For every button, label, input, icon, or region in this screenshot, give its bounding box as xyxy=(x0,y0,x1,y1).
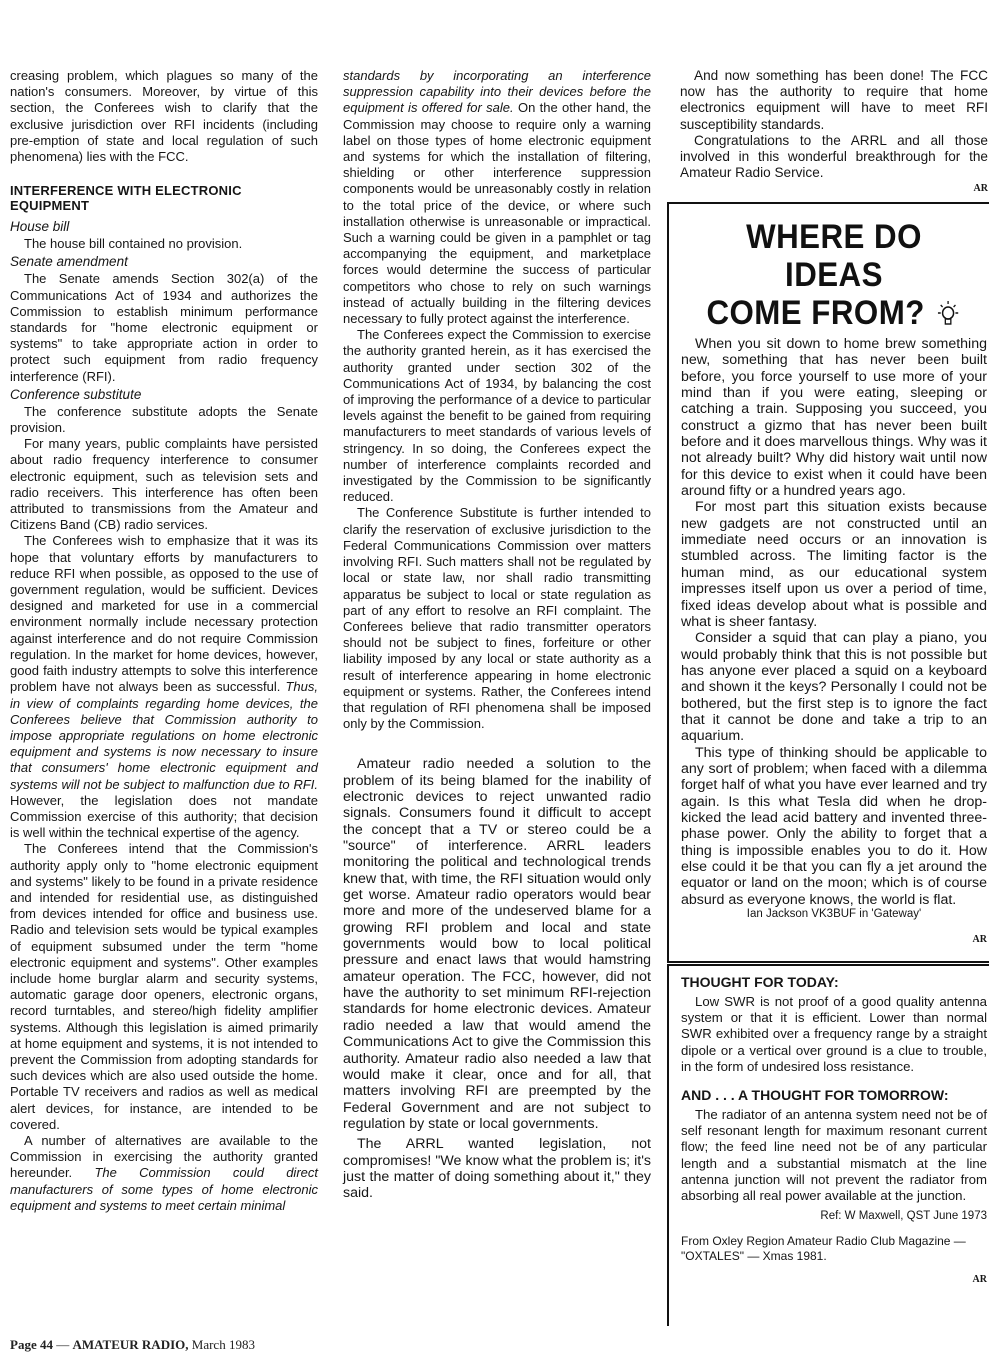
paragraph: The Conference Substitute is further intended to clarify the reservation of exclusive jurisdiction to the Federal Communications Commission over matters involving RFI. Such matters shall not be regulated by local or state law, nor shall radio transmitting apparatus be subject to local or state regulation as part of any effort to resolve an RFI complaint. The Conferees believe that radio transmitter operators should not be subject to fines, forfeiture or other liability imposed by any local or state authority as a result of interference appearing in home electronic equipment or systems. Rather, the Conferees intend that regulation of RFI phenomena shall be imposed only by the Commission. xyxy=(343,505,651,732)
paragraph: The Conferees intend that the Commission's authority apply only to "home electronic equipment and systems" likely to be found in a private residence and intended for residential use, as distinguished from devices intended for office and business use. Radio and television sets would be typical examples of equipment subsumed under the term "home electronic equipment and systems". Other examples include home burglar alarm and security systems, automatic garage door openers, electronic organs, record turntables, and stereo/high fidelity amplifier systems. Although this legislation is aimed primarily at home equipment and systems, it is not intended to prevent the Commission from adopting standards for such devices which are also used outside the home. Portable TV receivers and radios as well as medical alert devices, for instance, are intended to be covered. xyxy=(10,841,318,1132)
magazine-name: AMATEUR RADIO, xyxy=(72,1337,189,1352)
paragraph-text: A number of alternatives are available to the Commission in exercising the authority granted hereunder. xyxy=(10,1132,318,1181)
italic-text: Thus, in view of complaints regarding home devices, the Conferees believe that Commission authority to impose appropriate regulations on home electronic equipment and systems is now necessary to insure that consumers' home electronic equipment and systems will not be subject to malfunction due to RFI. xyxy=(10,679,318,792)
subheading: Conference substitute xyxy=(10,386,142,402)
paragraph: The conference substitute adopts the Senate provision. xyxy=(10,403,318,436)
end-mark: AR xyxy=(972,1274,987,1286)
paragraph: For most part this situation exists because new gadgets are not constructed until an immediate need occurs or an innovation is stumbled across. The limiting factor is the human mind, as our educational system impresses itself upon us over a period of time, fixed ideas develop about what is possible and what is sheer fantasy. xyxy=(681,499,987,630)
paragraph: The radiator of an antenna system need not be of self resonant length for maximum resonant current flow; the feed line need not be of any particular length and a substantial mismatch at the line antenna junction will not prevent the radiator from absorbing all real power available at the junction. xyxy=(681,1107,987,1204)
end-mark: AR xyxy=(972,934,987,946)
paragraph: When you sit down to home brew something new, something that has never been built before, you force yourself to use more of your mind than if you were eating, sleeping or catching a train. Supposing you succeed, you construct a gizmo that has never been built before and it does marvellous things. Why was it not already built? Why did history wait until now for this device to exist when it could have been around fifty or a hundred years ago. xyxy=(681,336,987,500)
thought-tomorrow-heading: AND . . . A THOUGHT FOR TOMORROW: xyxy=(681,1087,949,1104)
paragraph: Consider a squid that can play a piano, you would probably think that this is not possible but has anyone ever placed a squid on a keyboard and shown it the keys? Personally I could not be bothered, but the first step is to ignore the fact that it cannot be done and take a trip to an aquarium. xyxy=(681,630,987,745)
page-footer xyxy=(10,1337,255,1353)
paragraph: The house bill contained no provision. xyxy=(24,236,243,252)
paragraph: This type of thinking should be applicable to any sort of problem; when faced with a dilemma forget half of what you have ever learned and try again. Is this what Tesla did when he drop-kicked the lead acid battery and invented three-phase power. Only the ability to forget that a thing is impossible enables you to do it. How else could it be that you can fly a jet around the equator or land on the moon; which is of course absurd as everyone knows, the world is flat. xyxy=(681,744,987,908)
column-1 xyxy=(10,68,318,1214)
subheading: Senate amendment xyxy=(10,254,128,270)
paragraph: The Conferees expect the Commission to exercise the authority granted herein, as it has exercised the authority granted under section 302 of the Communications Act of 1934, by balancing the cost of improving the performance of a device to particular levels against the benefit to be gained from requiring manufacturers to meet standards of various levels of stringency. In so doing, the Conferees expect the number of interference complaints recorded and investigated by the Commission to be significantly reduced. xyxy=(343,327,651,505)
ideas-title-line1: WHERE DO IDEAS xyxy=(746,218,922,294)
thought-source: From Oxley Region Amateur Radio Club Magazine — "OXTALES" — Xmas 1981. xyxy=(681,1234,966,1264)
paragraph: creasing problem, which plagues so many of the nation's consumers. Moreover, by virtue of this section, the Conferees wish to clarify that the exclusive jurisdiction over RFI incidents (including pre-emption of state and local regulation of such phenomena) lies with the FCC. xyxy=(10,68,318,165)
paragraph: For many years, public complaints have persisted about radio frequency interference to consumer electronic equipment, such as television sets and radio receivers. This interference has often been attributed to transmissions from the Amateur and Citizens Band (CB) radio services. xyxy=(10,436,318,533)
page-number: Page 44 xyxy=(10,1337,53,1352)
paragraph-text: On the other hand, the Commission may choose to require only a warning label on those types of home electronic equipment and systems for which the installation of filtering, shielding or other interference suppression components would be unreasonably costly in relation to the total price of the device, or where such installation otherwise is unreasonable or impractical. Such a warning could be given in a pamphlet or tag accompanying the equipment, and marketplace forces would determine the success of particular competitors who chose to rely on such warnings instead of actually building in the filtering devices necessary to fully protect against the interference. xyxy=(343,100,651,327)
column-2 xyxy=(343,68,651,1202)
footer-dash: — xyxy=(56,1337,70,1352)
spacer xyxy=(343,732,651,756)
italic-text: standards by incorporating an interference suppression capability into their devices before the equipment is offered for sale. xyxy=(343,68,651,116)
subheading: House bill xyxy=(10,219,70,235)
italic-text: The Commission could direct manufacturers of some types of home electronic equipment and systems to meet certain minimal xyxy=(10,1165,318,1213)
ideas-credit: Ian Jackson VK3BUF in 'Gateway' xyxy=(746,908,922,921)
paragraph-text: The Conferees wish to emphasize that it was its hope that voluntary efforts by manufacturers to reduce RFI when possible, as opposed to the use of government regulation, would be sufficient. Devices designed and marketed for use in a commercial environment normally include necessary protection against interference and do not require Commission regulation. In the market for home devices, however, good faith industry attempts to solve this interference problem have not always been as successful. xyxy=(10,533,318,695)
paragraph xyxy=(343,68,651,327)
paragraph: Congratulations to the ARRL and all those involved in this wonderful breakthrough for the Amateur Radio Service. xyxy=(680,132,988,181)
column-3 xyxy=(680,68,988,194)
paragraph xyxy=(10,533,318,841)
issue-date: March 1983 xyxy=(191,1337,255,1352)
paragraph xyxy=(10,1133,318,1214)
paragraph: And now something has been done! The FCC now has the authority to require that home electronics equipment will have to meet RFI susceptibility standards. xyxy=(680,68,988,132)
thought-today-heading: THOUGHT FOR TODAY: xyxy=(681,974,839,990)
paragraph: Low SWR is not proof of a good quality antenna system or that it is efficient. Lower than normal SWR exhibited over a frequency range by a straight dipole or a vertical over ground is a clue to trouble, in the form of undesired loss resistance. xyxy=(681,994,987,1074)
ideas-title xyxy=(693,218,975,332)
thought-ref: Ref: W Maxwell, QST June 1973 xyxy=(820,1210,987,1223)
ideas-content xyxy=(669,218,989,945)
ideas-title-line2 xyxy=(693,294,975,332)
ideas-box xyxy=(667,202,989,963)
end-mark: AR xyxy=(973,183,988,195)
paragraph: The Senate amends Section 302(a) of the Communications Act of 1934 and authorizes the Commission to establish minimum performance standards for "home electronic equipment or systems" to take appropriate action in order to protect such equipment from radio frequency interference (RFI). xyxy=(10,271,318,384)
paragraph-text: However, the legislation does not mandate Commission exercise of this authority; that decision is well within the technical expertise of the agency. xyxy=(10,792,318,841)
thought-content xyxy=(669,974,989,1285)
section-heading: INTERFERENCE WITH ELECTRONIC EQUIPMENT xyxy=(10,183,242,214)
paragraph: Amateur radio needed a solution to the problem of its being blamed for the inability of electronic devices to reject unwanted radio signals. Consumers found it difficult to accept the concept that a TV or stereo could be a "source" of interference. ARRL leaders monitoring the political and technological trends knew that, with time, the RFI situation would only get worse. Amateur radio operators would bear more and more of the undeserved blame for a growing RFI problem and local and state governments would bow to local political pressure and enact laws that would hamstring amateur operation. The FCC, however, did not have the authority to set minimum RFI-rejection standards for home electronic devices. Amateur radio needed a law that would amend the Communications Act to give the Commission this authority. Amateur radio also needed a law that would make it clear, once and for all, that matters involving RFI are preempted by the Federal Government and are not subject to regulation by state or local governments. xyxy=(343,756,651,1132)
ideas-title-line2-text: COME FROM? xyxy=(706,294,925,332)
lightbulb-icon xyxy=(934,300,962,330)
thought-box xyxy=(667,964,989,1326)
paragraph: The ARRL wanted legislation, not compromises! "We know what the problem is; it's just the matter of doing something about it," they said. xyxy=(343,1136,651,1202)
